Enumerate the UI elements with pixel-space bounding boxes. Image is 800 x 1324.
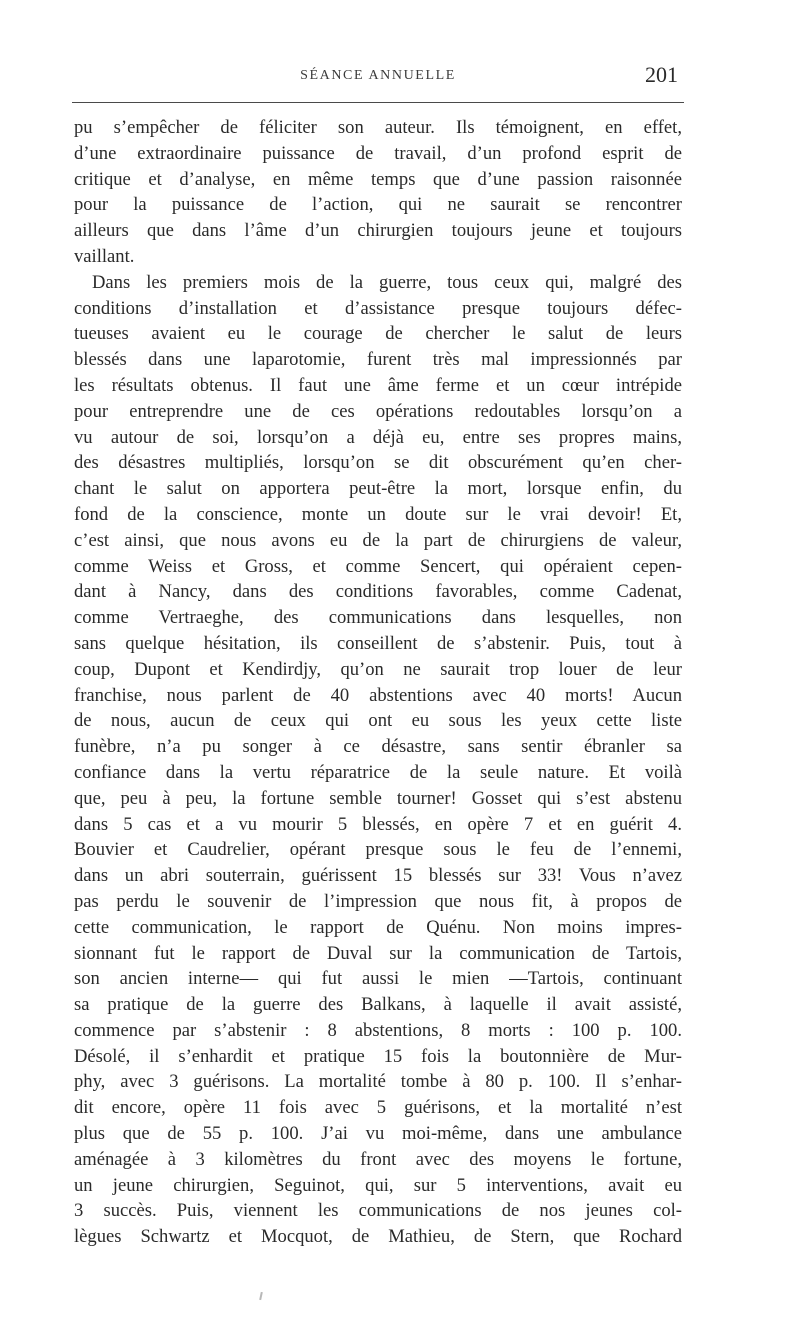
text-line: comme Vertraeghe, des communications dans lesquelles, non	[74, 607, 682, 629]
text-line: pas perdu le souvenir de l’impression que nous fit, à propos de	[74, 890, 682, 912]
text-line: Désolé, il s’enhardit et pratique 15 fois la boutonnière de Mur-	[74, 1045, 682, 1067]
text-line: phy, avec 3 guérisons. La mortalité tombe à 80 p. 100. Il s’enhar-	[74, 1071, 682, 1093]
text-line: coup, Dupont et Kendirdjy, qu’on ne saurait trop louer de leur	[74, 658, 682, 680]
header-rule	[72, 102, 684, 103]
running-title: SÉANCE ANNUELLE	[300, 68, 456, 83]
text-line: conditions d’installation et d’assistance presque toujours défec-	[74, 297, 682, 319]
text-line: de nous, aucun de ceux qui ont eu sous les yeux cette liste	[74, 710, 682, 732]
stray-ink-mark	[259, 1292, 263, 1300]
text-line: vu autour de soi, lorsqu’on a déjà eu, entre ses propres mains,	[74, 426, 682, 448]
text-line: franchise, nous parlent de 40 abstentions avec 40 morts! Aucun	[74, 684, 682, 706]
text-line: dit encore, opère 11 fois avec 5 guérisons, et la mortalité n’est	[74, 1097, 682, 1119]
paragraph-start-line: Dans les premiers mois de la guerre, tous ceux qui, malgré des	[92, 271, 682, 293]
page-header	[74, 62, 682, 90]
text-line: fond de la conscience, monte un doute sur le vrai devoir! Et,	[74, 503, 682, 525]
text-line: commence par s’abstenir : 8 abstentions, 8 morts : 100 p. 100.	[74, 1019, 682, 1041]
text-line: plus que de 55 p. 100. J’ai vu moi-même, dans une ambulance	[74, 1123, 682, 1145]
text-line: tueuses avaient eu le courage de chercher le salut de leurs	[74, 323, 682, 345]
text-line: son ancien interne— qui fut aussi le mien —Tartois, continuant	[74, 968, 682, 990]
text-line: un jeune chirurgien, Seguinot, qui, sur 5 interventions, avait eu	[74, 1174, 682, 1196]
text-line: les résultats obtenus. Il faut une âme ferme et un cœur intrépide	[74, 374, 682, 396]
text-line: comme Weiss et Gross, et comme Sencert, qui opéraient cepen-	[74, 555, 682, 577]
text-line: sans quelque hésitation, ils conseillent de s’abstenir. Puis, tout à	[74, 632, 682, 654]
text-line: dant à Nancy, dans des conditions favorables, comme Cadenat,	[74, 581, 682, 603]
text-line: blessés dans une laparotomie, furent très mal impressionnés par	[74, 349, 682, 371]
text-line: aménagée à 3 kilomètres du front avec des moyens le fortune,	[74, 1148, 682, 1170]
text-line: vaillant.	[74, 245, 135, 267]
text-line: pour la puissance de l’action, qui ne saurait se rencontrer	[74, 194, 682, 216]
text-line: chant le salut on apportera peut-être la mort, lorsque enfin, du	[74, 478, 682, 500]
text-line: que, peu à peu, la fortune semble tourner! Gosset qui s’est abstenu	[74, 787, 682, 809]
text-line: pour entreprendre une de ces opérations redoutables lorsqu’on a	[74, 400, 682, 422]
page-number: 201	[645, 62, 678, 87]
text-line: d’une extraordinaire puissance de travail, d’un profond esprit de	[74, 142, 682, 164]
text-line: des désastres multipliés, lorsqu’on se dit obscurément qu’en cher-	[74, 452, 682, 474]
body-text	[74, 115, 682, 1250]
text-line: funèbre, n’a pu songer à ce désastre, sans sentir ébranler sa	[74, 736, 682, 758]
text-line: 3 succès. Puis, viennent les communications de nos jeunes col-	[74, 1200, 682, 1222]
text-line: dans 5 cas et a vu mourir 5 blessés, en opère 7 et en guérit 4.	[74, 813, 682, 835]
text-line: critique et d’analyse, en même temps que d’une passion raisonnée	[74, 168, 682, 190]
text-line: lègues Schwartz et Mocquot, de Mathieu, de Stern, que Rochard	[74, 1226, 682, 1248]
text-line: c’est ainsi, que nous avons eu de la part de chirurgiens de valeur,	[74, 529, 682, 551]
text-line: cette communication, le rapport de Quénu. Non moins impres-	[74, 916, 682, 938]
text-line: ailleurs que dans l’âme d’un chirurgien toujours jeune et toujours	[74, 220, 682, 242]
text-line: dans un abri souterrain, guérissent 15 blessés sur 33! Vous n’avez	[74, 865, 682, 887]
text-line: sa pratique de la guerre des Balkans, à laquelle il avait assisté,	[74, 994, 682, 1016]
text-line: pu s’empêcher de féliciter son auteur. Ils témoignent, en effet,	[74, 117, 682, 138]
text-line: Bouvier et Caudrelier, opérant presque sous le feu de l’ennemi,	[74, 839, 682, 861]
text-line: sionnant fut le rapport de Duval sur la communication de Tartois,	[74, 942, 682, 964]
text-line: confiance dans la vertu réparatrice de la seule nature. Et voilà	[74, 761, 682, 783]
